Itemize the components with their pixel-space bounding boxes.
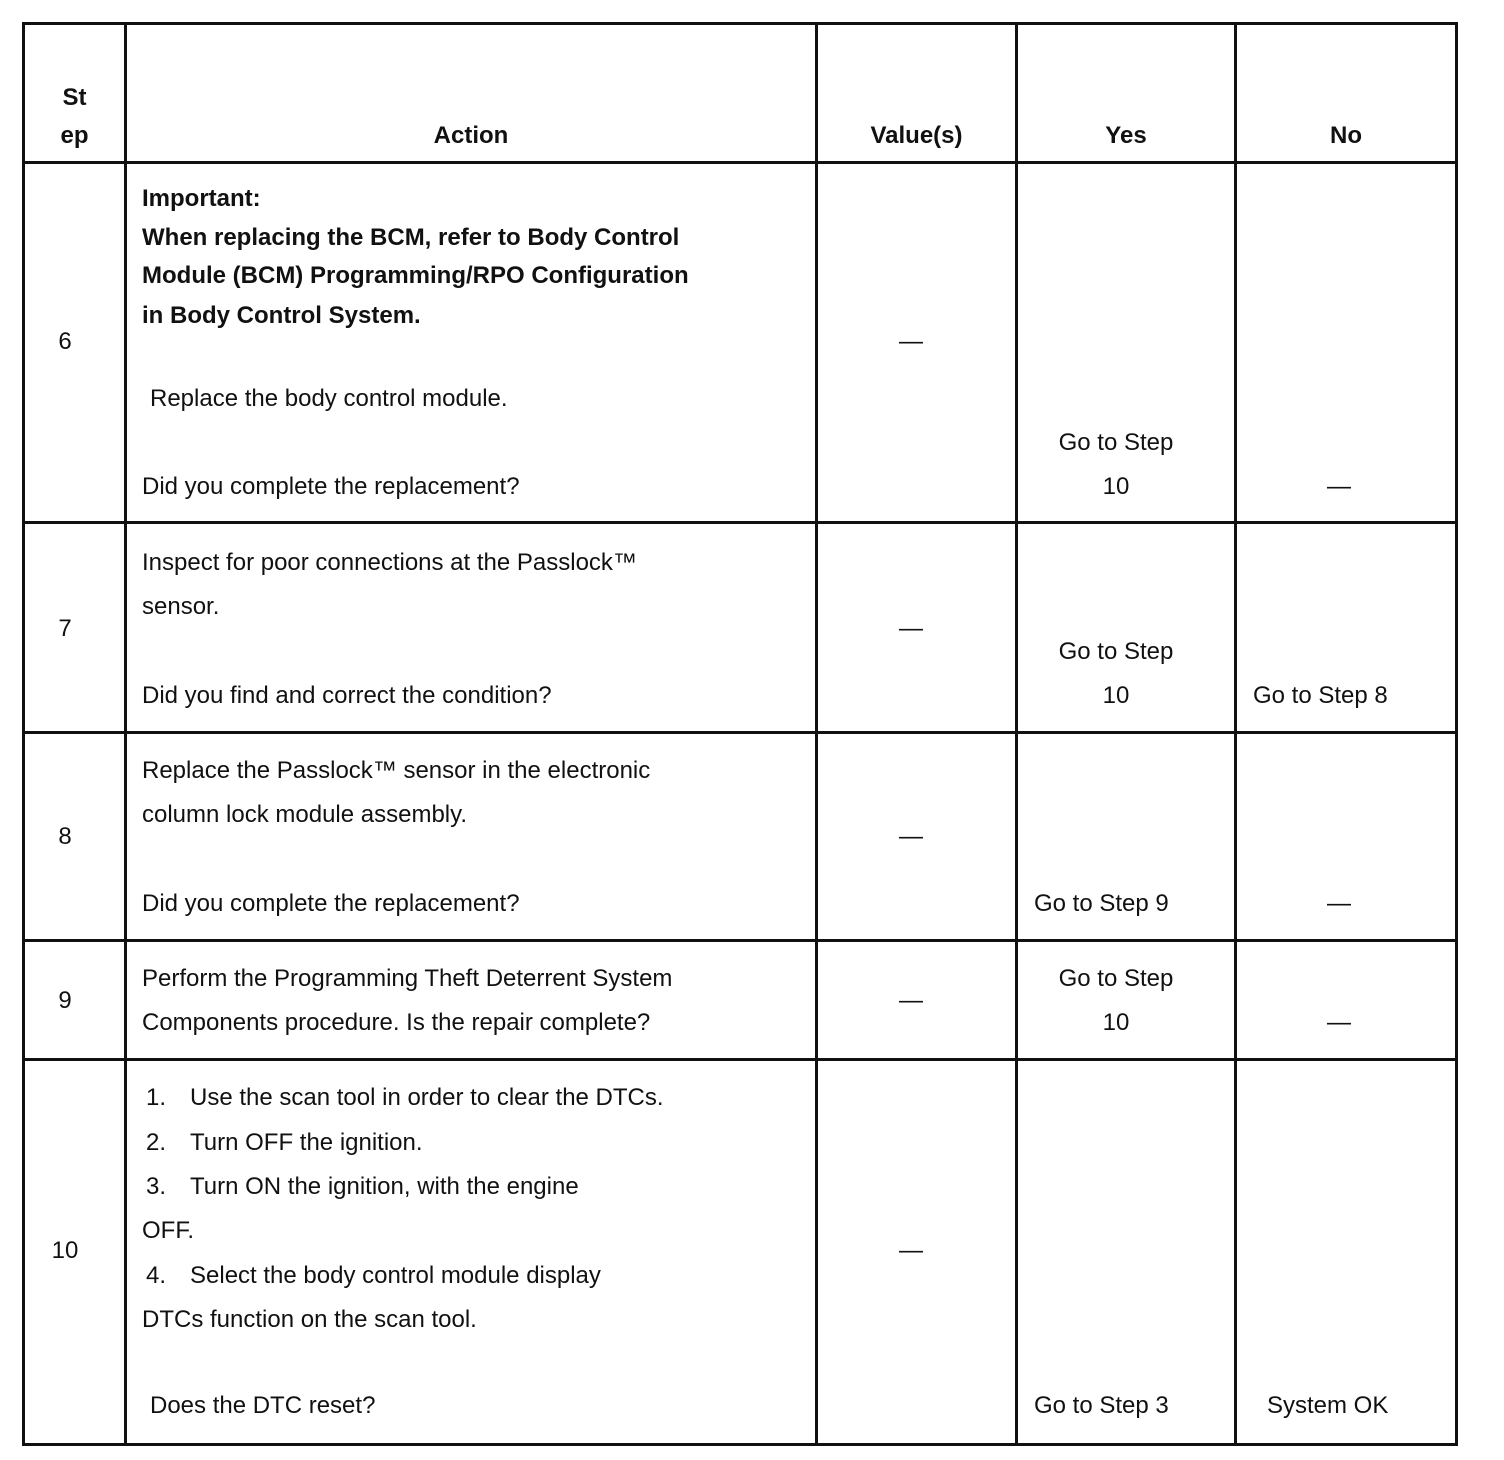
row-6-instruction: Replace the body control module.: [150, 385, 508, 412]
table-rule: [22, 1443, 1458, 1446]
table-rule: [1455, 22, 1458, 1446]
row-10-yes: Go to Step 3: [1034, 1392, 1169, 1419]
row-8-no: —: [1327, 890, 1351, 917]
table-rule: [815, 22, 818, 1446]
row-6-step: 6: [58, 328, 72, 355]
row-7-yes-line2: 10: [1102, 682, 1130, 709]
list-item-continuation: DTCs function on the scan tool.: [142, 1306, 477, 1333]
table-rule: [22, 22, 1458, 25]
table-rule: [22, 939, 1458, 942]
row-6-yes-line1: Go to Step: [1058, 429, 1174, 456]
table-rule: [22, 1058, 1458, 1061]
list-item-text: Turn ON the ignition, with the engine: [190, 1173, 579, 1200]
row-8-question: Did you complete the replacement?: [142, 890, 520, 917]
row-6-important-label: Important:: [142, 185, 261, 212]
table-rule: [124, 22, 127, 1446]
header-step-line1: St: [62, 84, 87, 111]
list-item-text: Select the body control module display: [190, 1262, 601, 1289]
row-7-action-line2: sensor.: [142, 593, 220, 620]
list-item-number: 1.: [146, 1084, 167, 1111]
row-8-step: 8: [58, 823, 72, 850]
row-10-question: Does the DTC reset?: [150, 1392, 376, 1419]
row-9-action-line2: Components procedure. Is the repair complete?: [142, 1009, 651, 1036]
row-8-yes: Go to Step 9: [1034, 890, 1169, 917]
row-7-value: —: [899, 615, 923, 642]
header-action: Action: [433, 122, 509, 149]
row-6-important-line: Module (BCM) Programming/RPO Configuration: [142, 262, 689, 289]
row-7-yes-line1: Go to Step: [1058, 638, 1174, 665]
row-6-question: Did you complete the replacement?: [142, 473, 520, 500]
list-item-text: Turn OFF the ignition.: [190, 1129, 423, 1156]
list-item-number: 3.: [146, 1173, 167, 1200]
row-9-yes-line2: 10: [1102, 1009, 1130, 1036]
header-yes: Yes: [1105, 122, 1147, 149]
row-9-no: —: [1327, 1009, 1351, 1036]
row-10-value: —: [899, 1237, 923, 1264]
row-6-important-line: When replacing the BCM, refer to Body Control: [142, 224, 680, 251]
row-6-no: —: [1327, 473, 1351, 500]
row-7-no: Go to Step 8: [1253, 682, 1388, 709]
list-item-continuation: OFF.: [142, 1217, 194, 1244]
row-7-question: Did you find and correct the condition?: [142, 682, 552, 709]
row-8-action-line2: column lock module assembly.: [142, 801, 468, 828]
header-values: Value(s): [870, 122, 963, 149]
table-rule: [1015, 22, 1018, 1446]
row-9-step: 9: [58, 987, 72, 1014]
table-rule: [22, 521, 1458, 524]
row-10-step: 10: [51, 1237, 79, 1264]
table-rule: [22, 731, 1458, 734]
row-9-value: —: [899, 987, 923, 1014]
row-6-important-line: in Body Control System.: [142, 302, 421, 329]
header-step-line2: ep: [60, 122, 89, 149]
row-9-action-line1: Perform the Programming Theft Deterrent System: [142, 965, 673, 992]
row-9-yes-line1: Go to Step: [1058, 965, 1174, 992]
header-no: No: [1330, 122, 1362, 149]
row-7-step: 7: [58, 615, 72, 642]
row-6-value: —: [899, 328, 923, 355]
row-7-action-line1: Inspect for poor connections at the Passlock™: [142, 549, 637, 576]
list-item-text: Use the scan tool in order to clear the DTCs.: [190, 1084, 664, 1111]
row-6-yes-line2: 10: [1102, 473, 1130, 500]
list-item-number: 2.: [146, 1129, 167, 1156]
table-rule: [1234, 22, 1237, 1446]
list-item-number: 4.: [146, 1262, 167, 1289]
row-8-value: —: [899, 823, 923, 850]
row-8-action-line1: Replace the Passlock™ sensor in the electronic: [142, 757, 651, 784]
table-rule: [22, 22, 25, 1446]
table-rule: [22, 161, 1458, 164]
row-10-no: System OK: [1267, 1392, 1389, 1419]
